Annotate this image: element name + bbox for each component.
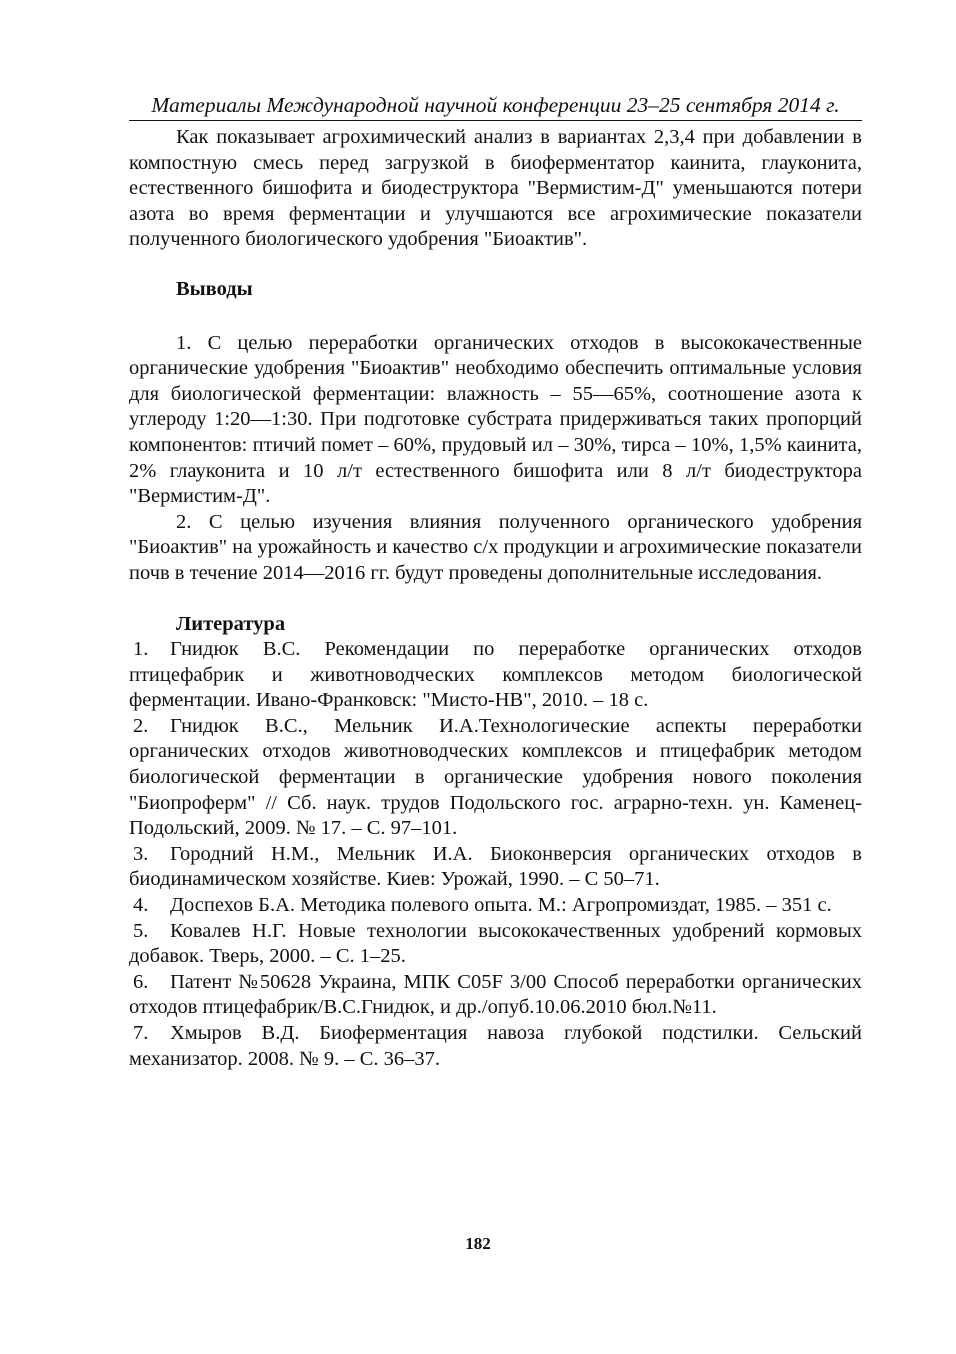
- reference-item: [129, 970, 862, 1021]
- reference-number: 7.: [133, 1022, 149, 1044]
- reference-number: 1.: [133, 638, 149, 661]
- reference-text: Городний Н.М., Мельник И.А. Биоконверсия органических отходов в биодинамическом хозяйстве. Киев: Урожай, 1990. – С 50–71.: [129, 842, 862, 891]
- page-number: 182: [465, 1234, 491, 1253]
- conclusions-heading: Выводы: [176, 277, 253, 300]
- intro-paragraph: Как показывает агрохимический анализ в вариантах 2,3,4 при добавлении в компостную смесь перед загрузкой в биоферментатор каинита, глауконита, естественного бишофита и биодеструктора "Вермистим-Д" уменьшаются потери азота во время ферментации и улучшаются все агрохимические показатели полученного биологического удобрения "Биоактив".: [129, 126, 862, 251]
- reference-text: Доспехов Б.А. Методика полевого опыта. М.: Агропромиздат, 1985. – 351 с.: [170, 894, 832, 917]
- reference-list: [129, 637, 862, 1072]
- reference-item: [129, 919, 862, 970]
- reference-text: Гнидюк В.С. Рекомендации по переработке органических отходов птицефабрик и животноводческих комплексов методом биологической ферментации. Ивано-Франковск: "Мисто-НВ", 2010. – 18 с.: [129, 638, 862, 712]
- conclusion-item: 1. С целью переработки органических отходов в высококачественные органические удобрения "Биоактив" необходимо обеспечить оптимальные условия для биологической ферментации: влажность – 55—65%, соотношение азота к углероду 1:20—1:30. При подготовке субстрата придерживаться таких пропорций компонентов: птичий помет – 60%, прудовый ил – 30%, тирса – 10%, 1,5% каинита, 2% глауконита и 10 л/т естественного бишофита или 8 л/т биодеструктора "Вермистим-Д".: [129, 331, 862, 508]
- literature-heading: Литература: [176, 612, 286, 635]
- reference-number: 3.: [133, 842, 149, 865]
- reference-number: 6.: [133, 970, 149, 993]
- reference-text: Хмыров В.Д. Биоферментация навоза глубокой подстилки. Сельский механизатор. 2008. № 9. – С. 36–37.: [129, 1022, 862, 1070]
- reference-text: Гнидюк В.С., Мельник И.А.Технологические аспекты переработки органических отходов животноводческих комплексов и птицефабрик методом биологической ферментации в органические удобрения нового поколения "Биопроферм" // Сб. наук. трудов Подольского гос. аграрно-техн. ун. Каменец-Подольский, 2009. № 17. – С. 97–101.: [129, 714, 862, 840]
- reference-item: [129, 1021, 862, 1072]
- reference-number: 5.: [133, 919, 149, 942]
- reference-text: Ковалев Н.Г. Новые технологии высококачественных удобрений кормовых добавок. Тверь, 2000. – С. 1–25.: [129, 919, 862, 968]
- reference-item: [129, 637, 862, 714]
- page-content: [129, 92, 862, 1072]
- reference-number: 2.: [133, 714, 149, 737]
- reference-number: 4.: [133, 894, 149, 917]
- reference-item: [129, 842, 862, 893]
- reference-item: [129, 893, 862, 919]
- conclusion-item: 2. С целью изучения влияния полученного органического удобрения "Биоактив" на урожайность и качество с/х продукции и агрохимические показатели почв в течение 2014—2016 гг. будут проведены дополнительные исследования.: [129, 510, 862, 584]
- running-header: Материалы Международной научной конференции 23–25 сентября 2014 г.: [129, 92, 862, 121]
- reference-text: Патент №50628 Украина, МПК С05F 3/00 Способ переработки органических отходов птицефабрик/В.С.Гнидюк, и др./опуб.10.06.2010 бюл.№11.: [129, 970, 862, 1019]
- reference-item: [129, 714, 862, 842]
